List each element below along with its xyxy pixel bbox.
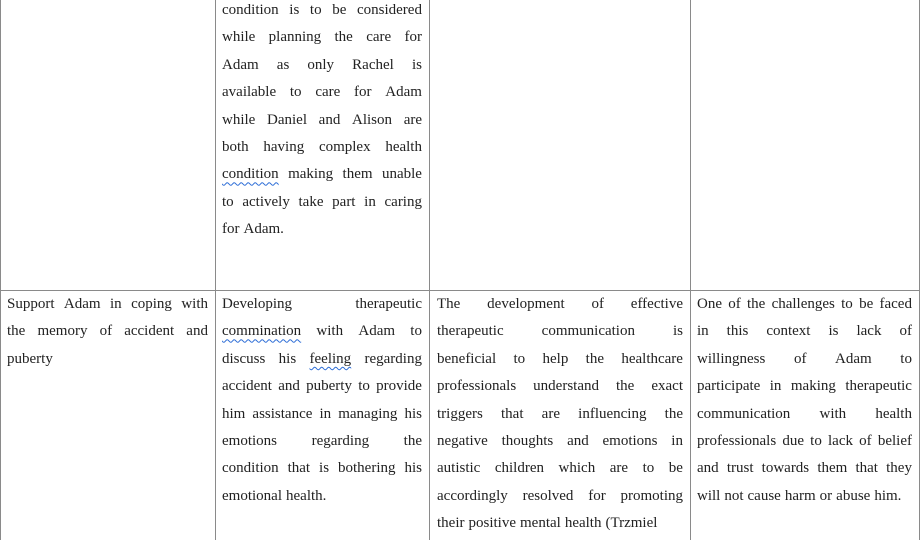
word: effective	[630, 296, 683, 312]
text-line	[222, 401, 422, 428]
word: influencing	[578, 405, 647, 422]
word: will	[697, 487, 721, 504]
word: of	[793, 350, 807, 367]
word: actively	[242, 193, 290, 210]
word: health.	[286, 487, 327, 504]
word: of	[99, 323, 113, 340]
text-line	[437, 483, 683, 510]
text-line	[697, 373, 912, 400]
text-line	[222, 189, 422, 216]
word: coping	[131, 296, 172, 312]
word: children	[494, 460, 545, 477]
word: the	[747, 296, 766, 312]
word: regarding	[364, 350, 422, 367]
word: accident	[222, 378, 272, 395]
word: with	[181, 296, 208, 312]
word: the	[334, 29, 353, 46]
word: to	[358, 378, 370, 395]
column-divider-1	[215, 0, 216, 540]
word: is	[411, 56, 422, 73]
word: their	[437, 515, 465, 532]
word: professionals	[437, 378, 517, 395]
word: commination	[222, 323, 302, 340]
word: understand	[533, 378, 599, 395]
text-line	[222, 161, 422, 188]
word: memory	[37, 323, 88, 340]
word: is	[828, 323, 839, 340]
word: of	[859, 432, 872, 449]
word: to	[309, 2, 322, 18]
word: with	[316, 323, 344, 340]
word: professionals	[697, 432, 777, 449]
word: are	[541, 405, 560, 422]
word: Adam	[385, 84, 422, 101]
word: for	[588, 487, 606, 504]
word: challenges	[771, 296, 835, 312]
word: that	[855, 460, 878, 477]
text-line	[222, 373, 422, 400]
word: him.	[874, 487, 902, 504]
word: context	[766, 323, 811, 340]
word: puberty	[306, 378, 352, 395]
word: feeling	[309, 350, 352, 367]
text-line	[222, 291, 422, 318]
word: for	[222, 221, 240, 238]
word: is	[319, 460, 330, 477]
text-line	[697, 428, 912, 455]
word: regarding	[311, 432, 370, 449]
text-line	[437, 428, 683, 455]
word: part	[332, 193, 356, 210]
word: Adam	[358, 323, 396, 340]
word: in	[671, 432, 683, 449]
text-line	[222, 216, 422, 243]
text-line	[222, 318, 422, 345]
word: in	[110, 296, 122, 312]
word: of	[591, 296, 604, 312]
word: abuse	[836, 487, 871, 504]
text-line	[222, 455, 422, 482]
word: Adam.	[243, 221, 284, 238]
word: healthcare	[621, 350, 683, 367]
word: lack	[828, 432, 853, 449]
word: in	[319, 405, 332, 422]
word: Rachel	[352, 56, 394, 73]
word: Adam	[835, 350, 872, 367]
word: to	[513, 350, 526, 367]
word: willingness	[697, 350, 766, 367]
word: is	[672, 323, 683, 340]
word: for	[354, 84, 372, 101]
word: to	[289, 84, 302, 101]
word: belief	[877, 432, 912, 449]
word: which	[558, 460, 596, 477]
word: accordingly	[437, 487, 508, 504]
text-line	[437, 401, 683, 428]
word: to	[810, 432, 822, 449]
text-line	[697, 483, 912, 510]
row2-rationale-cell	[437, 291, 683, 538]
word: health	[564, 515, 602, 532]
word: not	[724, 487, 744, 504]
text-line	[222, 346, 422, 373]
word: be	[668, 460, 683, 477]
word: mental	[520, 515, 561, 532]
word: puberty	[7, 350, 53, 367]
word: the	[664, 405, 683, 422]
word: the	[7, 323, 26, 340]
word: triggers	[437, 405, 483, 422]
word: Adam	[222, 56, 259, 73]
word: and	[567, 432, 589, 449]
word: Adam	[63, 296, 101, 312]
word: condition	[222, 460, 279, 477]
text-line	[437, 455, 683, 482]
word: emotions	[222, 432, 277, 449]
word: accident	[124, 323, 175, 340]
word: communication	[541, 323, 635, 340]
text-line	[222, 107, 422, 134]
word: while	[222, 29, 256, 46]
text-line	[7, 318, 208, 345]
word: available	[222, 84, 277, 101]
word: promoting	[620, 487, 683, 504]
word: is	[289, 2, 300, 18]
word: help	[542, 350, 569, 367]
word: take	[298, 193, 324, 210]
text-line	[222, 79, 422, 106]
word: of	[728, 296, 741, 312]
word: of	[899, 323, 912, 340]
word: towards	[761, 460, 810, 477]
word: emotional	[222, 487, 282, 504]
word: them	[342, 166, 373, 183]
word: care	[366, 29, 392, 46]
word: Daniel	[267, 111, 307, 128]
word: be	[332, 2, 347, 18]
word: both	[222, 138, 249, 155]
word: are	[403, 111, 422, 128]
word: making	[288, 166, 334, 183]
word: therapeutic	[437, 323, 504, 340]
word: for	[404, 29, 422, 46]
row2-goal-cell	[7, 291, 208, 373]
word: are	[609, 460, 629, 477]
word: development	[487, 296, 565, 312]
word: making	[790, 378, 836, 395]
table-border-left	[0, 0, 1, 540]
text-line	[222, 0, 422, 24]
word: in	[697, 323, 709, 340]
word: emotions	[602, 432, 658, 449]
row1-intervention-cell	[222, 0, 422, 244]
text-line	[697, 455, 912, 482]
word: negative	[437, 432, 488, 449]
text-line	[437, 510, 683, 537]
word: as	[276, 56, 290, 73]
word: only	[307, 56, 335, 73]
word: communication	[697, 405, 791, 422]
text-line	[222, 428, 422, 455]
word: provide	[376, 378, 422, 395]
word: to	[222, 193, 234, 210]
word: while	[222, 111, 256, 128]
word: in	[364, 193, 376, 210]
word: his	[404, 460, 422, 477]
word: beneficial	[437, 350, 497, 367]
word: thoughts	[501, 432, 554, 449]
word: condition	[222, 2, 279, 18]
word: assistance	[252, 405, 313, 422]
text-line	[697, 346, 912, 373]
word: that	[501, 405, 524, 422]
word: unable	[381, 166, 422, 183]
word: and	[186, 323, 208, 340]
word: positive	[468, 515, 516, 532]
word: autistic	[437, 460, 481, 477]
word: harm	[784, 487, 816, 504]
word: they	[886, 460, 912, 477]
word: health	[385, 138, 422, 155]
text-line	[7, 346, 208, 373]
word: managing	[338, 405, 398, 422]
word: with	[819, 405, 847, 422]
word: the	[403, 432, 422, 449]
word: Support	[7, 296, 55, 312]
word: planning	[268, 29, 322, 46]
row2-challenge-cell	[697, 291, 912, 510]
word: resolved	[522, 487, 574, 504]
word: (Trzmiel	[605, 515, 658, 532]
word: the	[585, 350, 604, 367]
word: care	[315, 84, 341, 101]
text-line	[697, 401, 912, 428]
word: his	[278, 350, 297, 367]
word: trust	[726, 460, 754, 477]
text-line	[697, 318, 912, 345]
word: cause	[747, 487, 781, 504]
word: considered	[356, 2, 422, 18]
word: Alison	[352, 111, 393, 128]
text-line	[222, 52, 422, 79]
word: and	[318, 111, 341, 128]
word: The	[437, 296, 461, 312]
word: therapeutic	[845, 378, 912, 395]
row2-intervention-cell	[222, 291, 422, 510]
word: due	[782, 432, 804, 449]
word: lack	[856, 323, 882, 340]
word: him	[222, 405, 246, 422]
word: the	[616, 378, 635, 395]
word: to	[900, 350, 912, 367]
word: that	[287, 460, 311, 477]
word: health	[875, 405, 912, 422]
word: to	[841, 296, 853, 312]
word: be	[859, 296, 874, 312]
word: or	[819, 487, 833, 504]
text-line	[437, 291, 683, 318]
word: and	[278, 378, 300, 395]
word: faced	[879, 296, 912, 312]
text-line	[437, 346, 683, 373]
column-divider-2	[429, 0, 430, 540]
word: bothering	[338, 460, 396, 477]
word: his	[404, 405, 422, 422]
text-line	[222, 24, 422, 51]
word: in	[769, 378, 782, 395]
column-divider-3	[690, 0, 691, 540]
word: discuss	[222, 350, 266, 367]
word: condition	[222, 166, 279, 183]
word: One	[697, 296, 722, 312]
word: this	[726, 323, 749, 340]
text-line	[437, 373, 683, 400]
word: complex	[318, 138, 371, 155]
word: Developing	[222, 296, 292, 312]
word: them	[817, 460, 848, 477]
word: to	[642, 460, 655, 477]
text-line	[7, 291, 208, 318]
word: and	[697, 460, 719, 477]
text-line	[437, 318, 683, 345]
text-line	[222, 134, 422, 161]
word: participate	[697, 378, 761, 395]
word: having	[263, 138, 305, 155]
word: exact	[651, 378, 683, 395]
word: caring	[384, 193, 422, 210]
word: to	[410, 323, 422, 340]
text-line	[697, 291, 912, 318]
text-line	[222, 483, 422, 510]
word: therapeutic	[355, 296, 422, 312]
